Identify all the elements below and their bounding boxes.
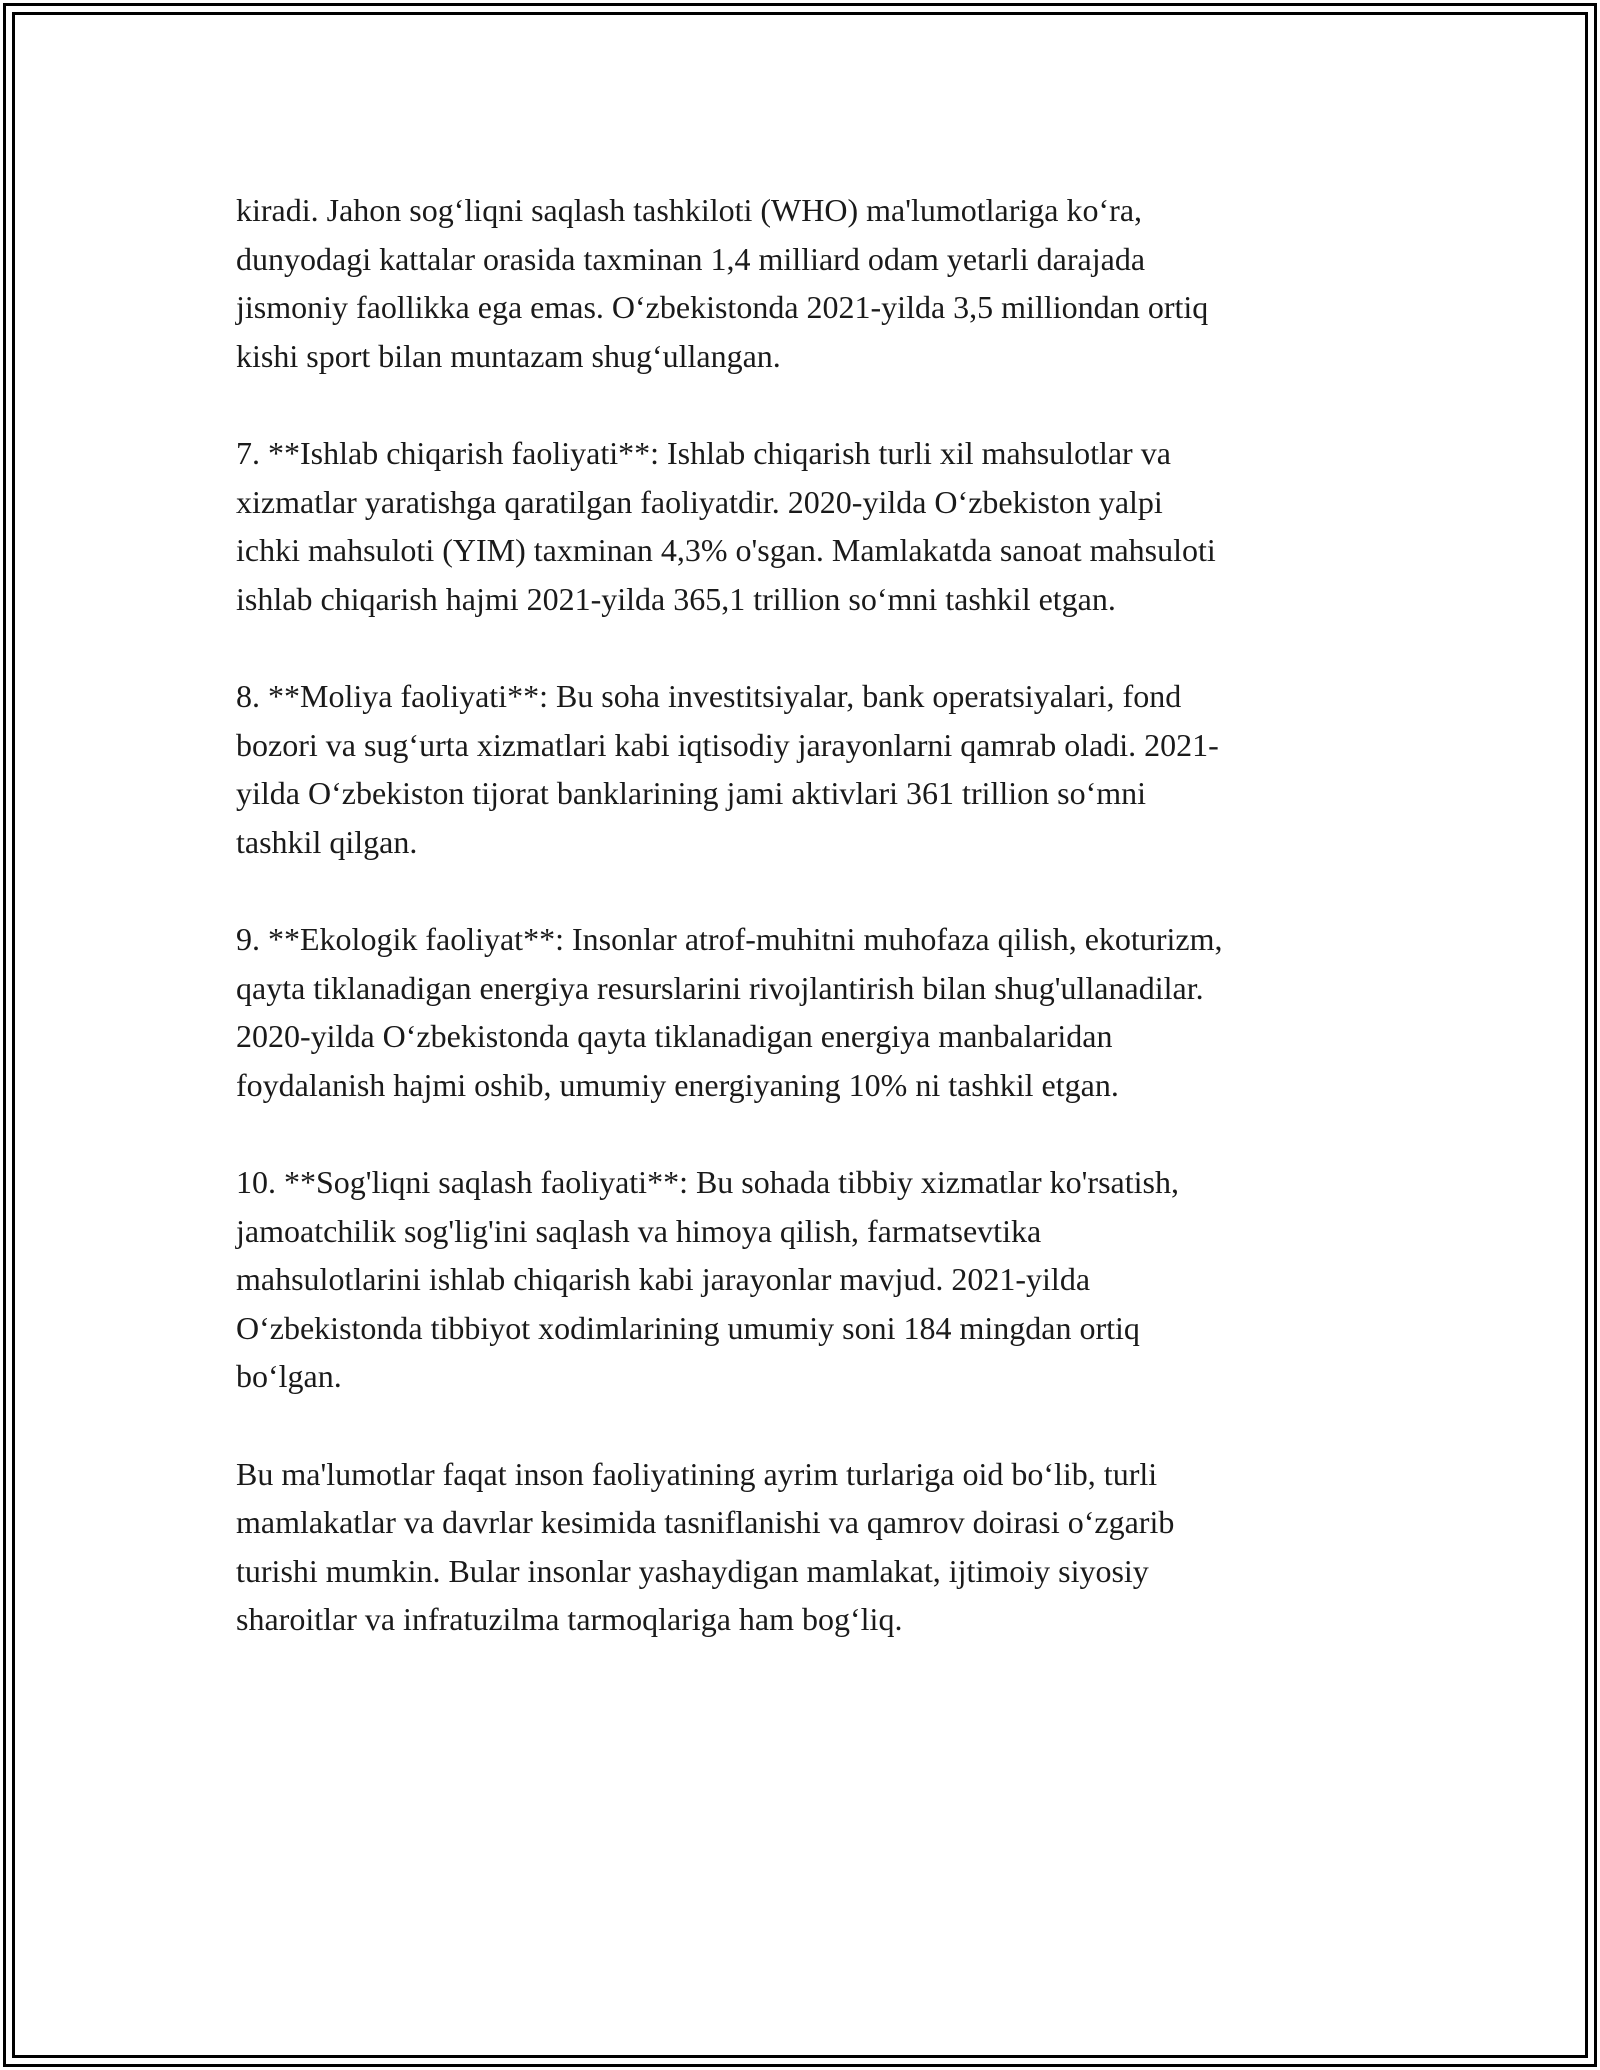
paragraph-item-8: 8. **Moliya faoliyati**: Bu soha investitsiyalar, bank operatsiyalari, fond bozori va sug‘urta xizmatlari kabi iqtisodiy jarayonlarni qamrab oladi. 2021- yilda O‘zbekiston tijorat banklarining jami aktivlari 361 trillion so‘mni tashkil qilgan. — [236, 678, 1219, 860]
paragraph-continuation: kiradi. Jahon sog‘liqni saqlash tashkiloti (WHO) ma'lumotlariga ko‘ra, dunyodagi kattalar orasida taxminan 1,4 milliard odam yetarli darajada jismoniy faollikka ega emas. O‘zbekistonda 2021-yilda 3,5 milliondan ortiq kishi sport bilan muntazam shug‘ullangan. — [236, 192, 1209, 374]
paragraph-item-9: 9. **Ekologik faoliyat**: Insonlar atrof-muhitni muhofaza qilish, ekoturizm, qayta tiklanadigan energiya resurslarini rivojlantirish bilan shug'ullanadilar. 2020-yilda O‘zbekistonda qayta tiklanadigan energiya manbalaridan foydalanish hajmi oshib, umumiy energiyaning 10% ni tashkil etgan. — [236, 921, 1223, 1103]
document-body — [236, 186, 1386, 1693]
paragraph-item-10: 10. **Sog'liqni saqlash faoliyati**: Bu sohada tibbiy xizmatlar ko'rsatish, jamoatchilik sog'lig'ini saqlash va himoya qilish, farmatsevtika mahsulotlarini ishlab chiqarish kabi jarayonlar mavjud. 2021-yilda O‘zbekistonda tibbiyot xodimlarining umumiy soni 184 mingdan ortiq bo‘lgan. — [236, 1164, 1179, 1394]
paragraph-conclusion: Bu ma'lumotlar faqat inson faoliyatining ayrim turlariga oid bo‘lib, turli mamlakatlar va davrlar kesimida tasniflanishi va qamrov doirasi o‘zgarib turishi mumkin. Bular insonlar yashaydigan mamlakat, ijtimoiy siyosiy sharoitlar va infratuzilma tarmoqlariga ham bog‘liq. — [236, 1455, 1175, 1637]
paragraph-item-7: 7. **Ishlab chiqarish faoliyati**: Ishlab chiqarish turli xil mahsulotlar va xizmatlar yaratishga qaratilgan faoliyatdir. 2020-yilda O‘zbekiston yalpi ichki mahsuloti (YIM) taxminan 4,3% o'sgan. Mamlakatda sanoat mahsuloti ishlab chiqarish hajmi 2021-yilda 365,1 trillion so‘mni tashkil etgan. — [236, 435, 1216, 617]
